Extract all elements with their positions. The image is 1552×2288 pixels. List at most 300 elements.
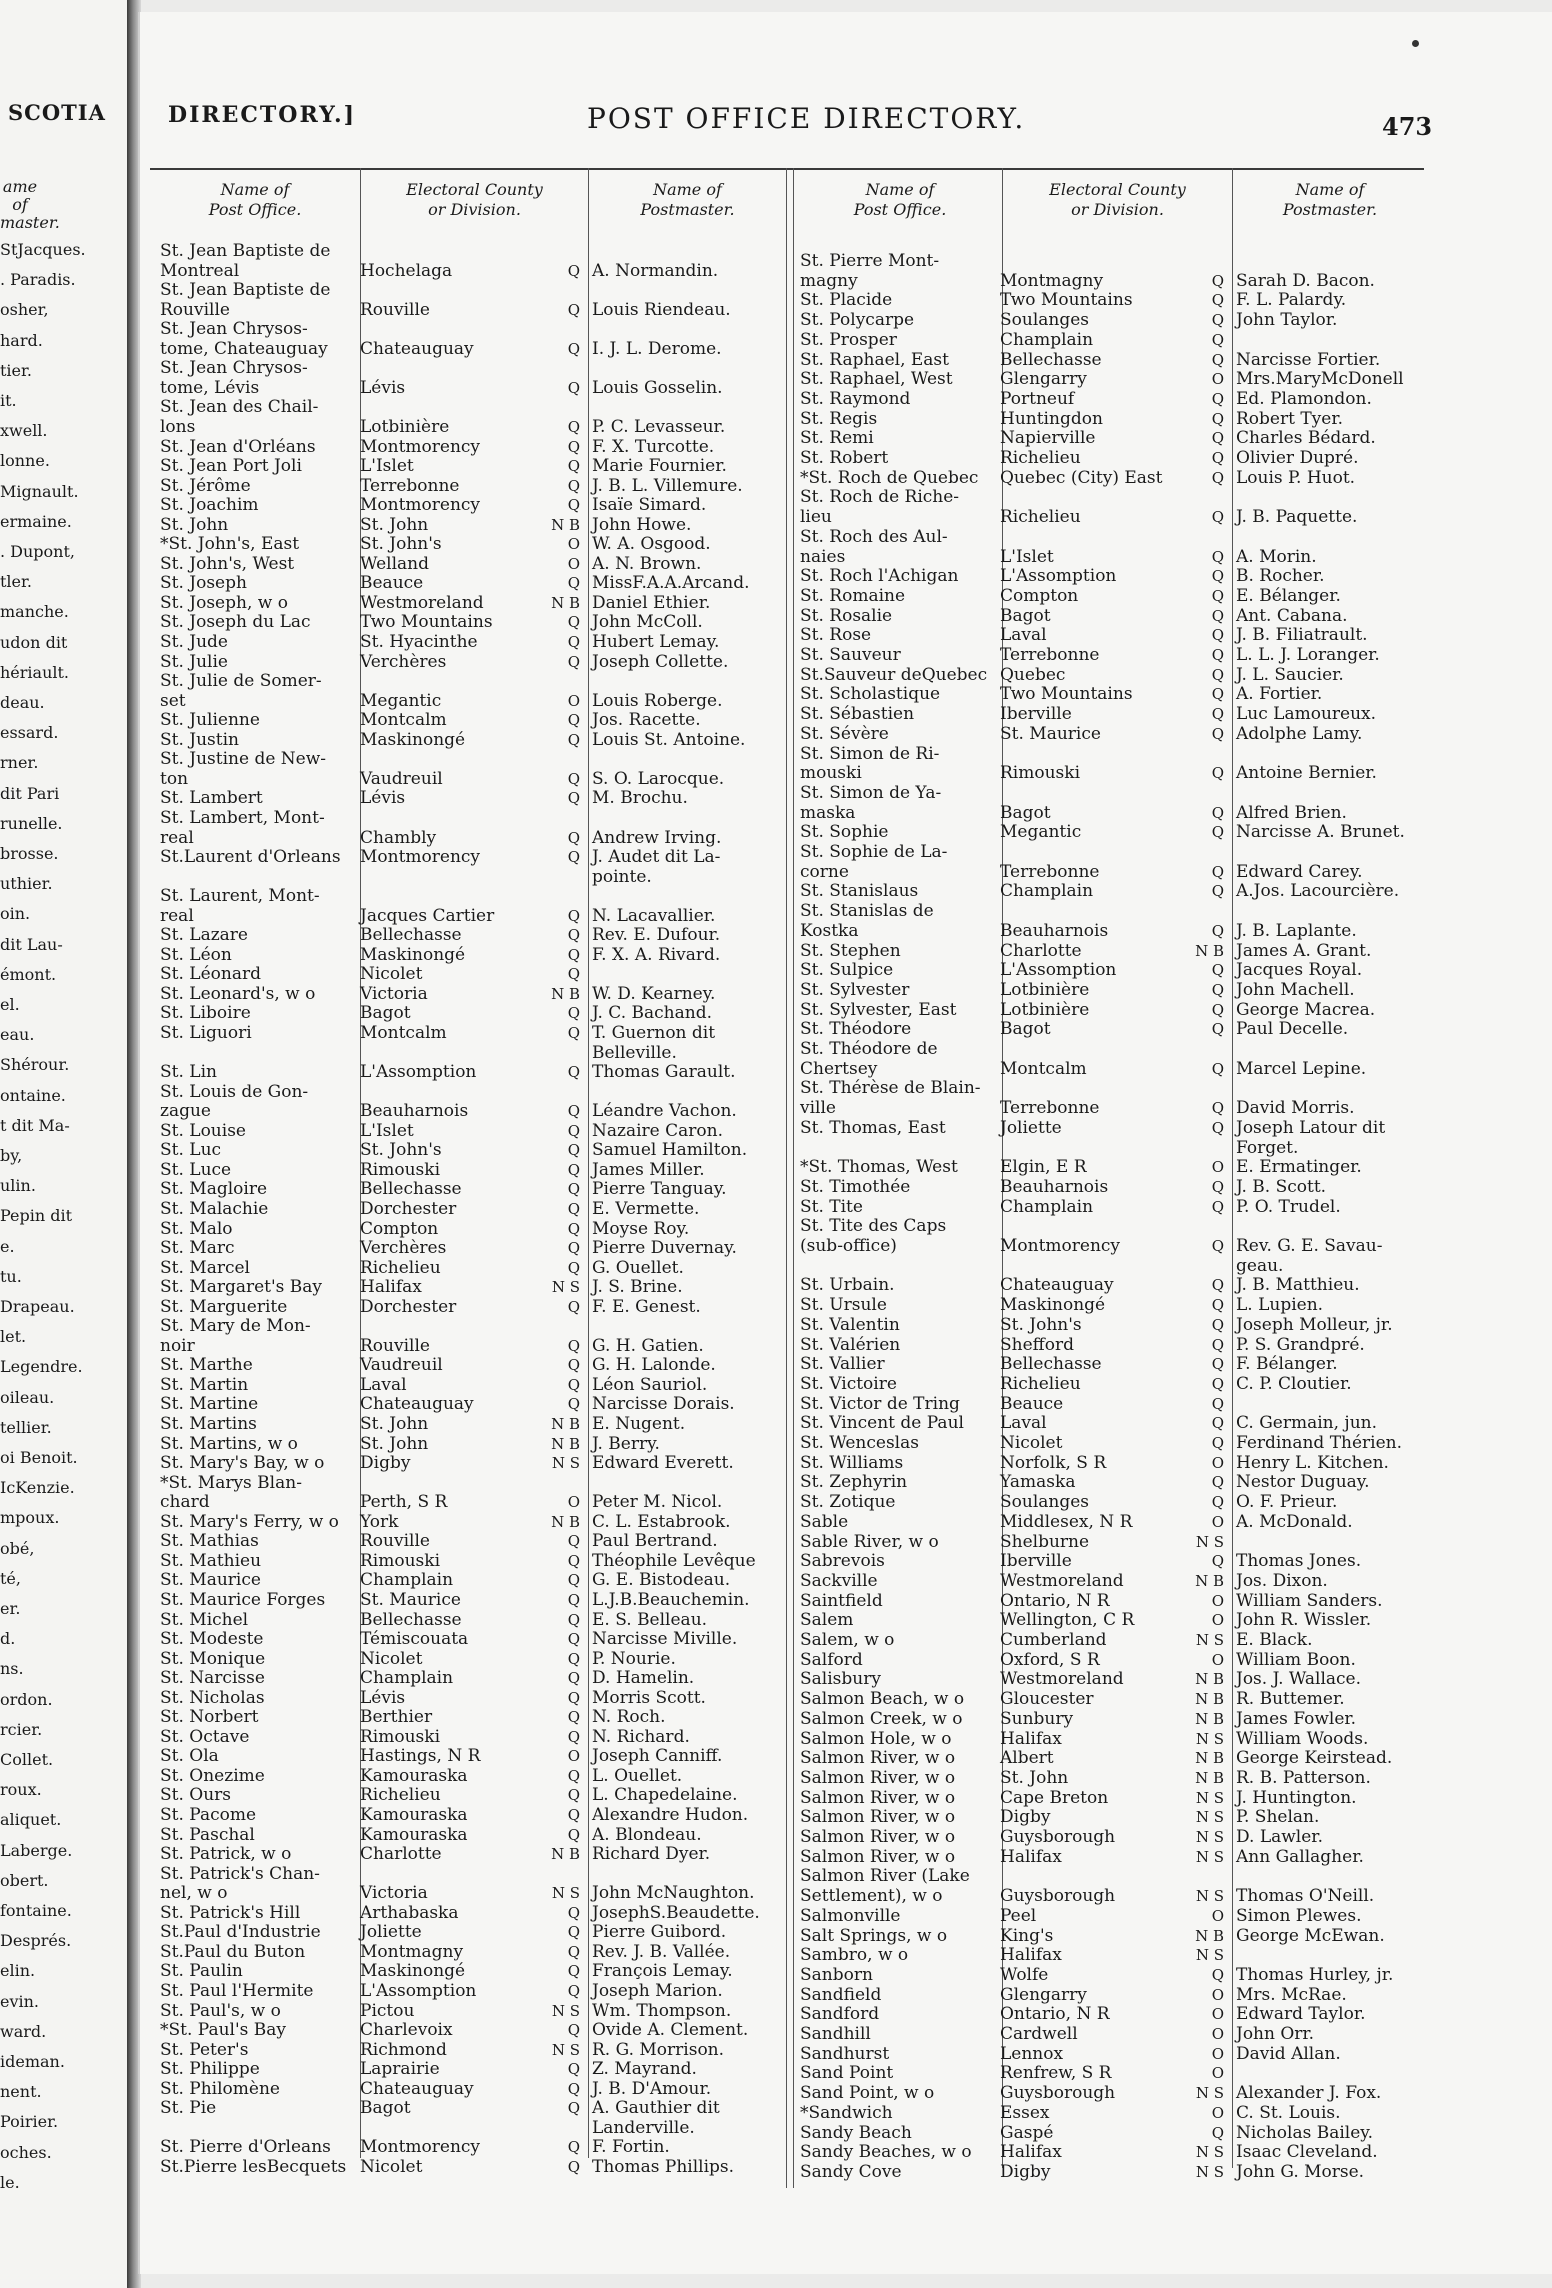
province-code: Q — [567, 261, 580, 280]
province-code: Q — [567, 1532, 580, 1551]
post-office: Settlement), w o — [800, 1886, 943, 1907]
electoral-county: Verchères — [360, 651, 447, 672]
province-code: Q — [567, 906, 580, 925]
facing-page-line: xwell. — [0, 421, 48, 441]
province-code: Q — [567, 417, 580, 436]
facing-page-line: mpoux. — [0, 1508, 60, 1528]
post-office: St. Lazare — [160, 925, 248, 946]
province-code: O — [1211, 2025, 1224, 2043]
post-office: zague — [160, 1101, 211, 1122]
electoral-county: Lotbinière — [360, 416, 450, 437]
postmaster: J. Berry. — [592, 1433, 660, 1454]
province-code: O — [1211, 1591, 1224, 1610]
province-code: Q — [567, 828, 580, 847]
postmaster: F. L. Palardy. — [1236, 290, 1347, 311]
province-code: Q — [1211, 980, 1224, 999]
postmaster: Jos. J. Wallace. — [1236, 1669, 1362, 1690]
postmaster: John Howe. — [592, 514, 692, 535]
facing-page-line: lonne. — [0, 451, 50, 471]
col-head-text: Name of Postmaster. — [640, 180, 735, 219]
post-office: mouski — [800, 763, 862, 784]
province-code: N S — [1195, 1887, 1224, 1906]
province-code: Q — [1211, 862, 1224, 881]
post-office: St. Pacome — [160, 1805, 257, 1825]
electoral-county: Rouville — [360, 1531, 430, 1552]
province-code: N B — [1195, 1670, 1224, 1689]
electoral-county: Maskinongé — [360, 944, 466, 965]
electoral-county: Rouville — [360, 1335, 430, 1356]
post-office: St. Pie — [160, 2098, 217, 2119]
facing-page-line: ideman. — [0, 2052, 65, 2071]
electoral-county: Montmagny — [360, 1941, 464, 1962]
postmaster: A.Jos. Lacourcière. — [1236, 881, 1400, 902]
post-office: St. Jean d'Orléans — [160, 436, 316, 457]
province-code: Q — [1211, 1434, 1224, 1452]
postmaster: Thomas Jones. — [1236, 1551, 1362, 1572]
electoral-county: Montcalm — [1000, 1058, 1087, 1079]
facing-page-line: manche. — [0, 602, 69, 622]
electoral-county: Bellechasse — [360, 1609, 462, 1630]
electoral-county: Terrebonne — [1000, 861, 1100, 882]
electoral-county: Guysborough — [1000, 2083, 1116, 2104]
province-code: Q — [1211, 882, 1224, 901]
postmaster: John McNaughton. — [592, 1883, 755, 1904]
province-code: Q — [1211, 1276, 1224, 1295]
facing-page-line: e. — [0, 1236, 15, 1256]
facing-page-line: ulin. — [0, 1176, 36, 1196]
postmaster: N. Lacavallier. — [592, 905, 716, 926]
postmaster: J. B. Scott. — [1236, 1176, 1327, 1197]
province-code: Q — [1211, 449, 1224, 467]
post-office: St. Joseph, w o — [160, 592, 288, 613]
province-code: Q — [567, 1004, 580, 1023]
postmaster: Joseph Collette. — [592, 651, 729, 672]
electoral-county: Portneuf — [1000, 388, 1075, 409]
postmaster: Andrew Irving. — [592, 827, 722, 848]
postmaster: Belleville. — [592, 1042, 677, 1063]
electoral-county: Montcalm — [360, 710, 447, 731]
post-office: St. Jérôme — [160, 475, 251, 496]
electoral-county: Hochelaga — [360, 260, 453, 281]
postmaster: Narcisse Miville. — [592, 1629, 738, 1650]
postmaster: B. Rocher. — [1236, 566, 1325, 587]
province-code: Q — [1211, 311, 1224, 330]
post-office: St. Romaine — [800, 585, 906, 606]
facing-page-line: let. — [0, 1327, 27, 1347]
facing-page-line: Mignault. — [0, 481, 79, 501]
post-office: Sable River, w o — [800, 1531, 939, 1552]
electoral-county: Verchères — [360, 1238, 447, 1259]
province-code: Q — [567, 339, 580, 358]
electoral-county: St. John — [360, 514, 429, 535]
postmaster: Antoine Bernier. — [1236, 763, 1377, 784]
post-office: St. Sébastien — [800, 704, 915, 725]
post-office: St. Paulin — [160, 1961, 243, 1982]
postmaster: Louis St. Antoine. — [592, 729, 746, 750]
post-office: real — [160, 905, 194, 926]
postmaster: Olivier Dupré. — [1236, 448, 1359, 468]
post-office: St. Roch de Riche- — [800, 487, 960, 508]
post-office: Saintfield — [800, 1590, 883, 1611]
postmaster: Robert Tyer. — [1236, 408, 1344, 429]
facing-page-line: deau. — [0, 693, 45, 712]
electoral-county: Lotbinière — [1000, 979, 1090, 1000]
province-code: N S — [1195, 1532, 1224, 1551]
post-office: Sand Point — [800, 2063, 894, 2084]
postmaster: Henry L. Kitchen. — [1236, 1452, 1389, 1473]
electoral-county: Halifax — [1000, 1945, 1062, 1966]
province-code: Q — [567, 1786, 580, 1805]
electoral-county: Renfrew, S R — [1000, 2063, 1112, 2084]
postmaster: J. Huntington. — [1236, 1787, 1357, 1808]
post-office: Salmonville — [800, 1905, 901, 1926]
postmaster: C. Germain, jun. — [1236, 1413, 1377, 1434]
province-code: Q — [567, 1102, 580, 1121]
post-office: St. Williams — [800, 1452, 904, 1473]
facing-page-line: nent. — [0, 2082, 42, 2102]
electoral-county: Yamaska — [1000, 1472, 1076, 1493]
postmaster: A. Morin. — [1236, 546, 1317, 567]
electoral-county: Terrebonne — [360, 475, 460, 496]
postmaster: Thomas O'Neill. — [1236, 1886, 1375, 1907]
province-code: Q — [1211, 1394, 1224, 1413]
electoral-county: King's — [1000, 1925, 1054, 1946]
electoral-county: Cardwell — [1000, 2024, 1078, 2044]
post-office: Montreal — [160, 260, 240, 281]
province-code: Q — [1211, 764, 1224, 783]
electoral-county: St. John — [360, 1414, 429, 1434]
post-office: St. Justine de New- — [160, 749, 327, 770]
province-code: N S — [551, 1884, 580, 1903]
electoral-county: Wolfe — [1000, 1964, 1049, 1985]
post-office: St. Michel — [160, 1609, 249, 1630]
postmaster: L.J.B.Beauchemin. — [592, 1589, 750, 1610]
province-code: Q — [567, 1160, 580, 1179]
postmaster: E. Black. — [1236, 1630, 1313, 1650]
postmaster: Mrs. McRae. — [1236, 1984, 1347, 2005]
post-office: St. Luc — [160, 1140, 222, 1161]
postmaster: P. O. Trudel. — [1236, 1196, 1341, 1217]
post-office: ton — [160, 768, 189, 789]
electoral-county: Maskinongé — [360, 1961, 466, 1982]
electoral-county: Westmoreland — [1000, 1570, 1124, 1591]
post-office: Sandford — [800, 2004, 880, 2025]
facing-page-line: obert. — [0, 1870, 49, 1890]
electoral-county: Témiscouata — [360, 1629, 469, 1650]
post-office: Salmon River, w o — [800, 1846, 956, 1867]
postmaster: P. C. Levasseur. — [592, 416, 726, 437]
electoral-county: Glengarry — [1000, 1984, 1087, 2005]
electoral-county: Chambly — [360, 827, 437, 848]
post-office: St. Wenceslas — [800, 1433, 919, 1453]
postmaster: Narcisse Fortier. — [1236, 349, 1381, 370]
post-office: St. Stanislaus — [800, 881, 919, 902]
electoral-county: Digby — [360, 1453, 411, 1474]
facing-page-line: el. — [0, 995, 20, 1014]
postmaster: Louis Gosselin. — [592, 377, 723, 398]
post-office: St. Marthe — [160, 1355, 253, 1376]
facing-page-line: oileau. — [0, 1387, 55, 1407]
postmaster: geau. — [1236, 1255, 1284, 1276]
province-code: N B — [551, 1415, 580, 1433]
postmaster: Edward Taylor. — [1236, 2004, 1366, 2025]
electoral-county: L'Assomption — [360, 1980, 477, 2001]
province-code: Q — [567, 1063, 580, 1082]
province-code: Q — [1211, 1315, 1224, 1334]
post-office: St. Paschal — [160, 1824, 255, 1845]
facing-page-heading: SCOTIA — [8, 100, 106, 125]
province-code: N B — [1195, 1690, 1224, 1709]
province-code: Q — [1211, 1552, 1224, 1571]
post-office: St. Pierre Mont- — [800, 251, 940, 271]
electoral-county: Two Mountains — [1000, 290, 1133, 311]
province-code: N S — [1195, 1729, 1224, 1748]
electoral-county: Montmorency — [360, 495, 481, 516]
post-office: St. Stephen — [800, 940, 901, 961]
postmaster: Forget. — [1236, 1137, 1299, 1158]
post-office: Salmon River, w o — [800, 1748, 956, 1769]
electoral-county: Richelieu — [360, 1257, 441, 1278]
province-code: Q — [567, 1024, 580, 1042]
province-code: Q — [1211, 409, 1224, 428]
electoral-county: Middlesex, N R — [1000, 1511, 1133, 1532]
post-office: Salem — [800, 1610, 854, 1631]
province-code: N S — [1195, 2084, 1224, 2103]
postmaster: Marcel Lepine. — [1236, 1058, 1367, 1079]
postmaster: W. A. Osgood. — [592, 534, 711, 555]
facing-page-line: elin. — [0, 1961, 36, 1981]
postmaster: Sarah D. Bacon. — [1236, 270, 1375, 291]
postmaster: M. Brochu. — [592, 788, 688, 809]
postmaster: Louis Roberge. — [592, 690, 723, 711]
postmaster: J. Audet dit La- — [592, 847, 721, 868]
post-office: St. Narcisse — [160, 1668, 265, 1689]
postmaster: W. D. Kearney. — [592, 983, 716, 1004]
electoral-county: Joliette — [1000, 1117, 1062, 1138]
electoral-county: Montmorency — [360, 436, 481, 457]
facing-page-line: rcier. — [0, 1719, 43, 1739]
post-office: St. Valentin — [800, 1314, 900, 1335]
post-office: St.Sauveur deQuebec — [800, 664, 988, 685]
post-office: Salmon River, w o — [800, 1807, 956, 1828]
post-office: St. Lin — [160, 1062, 217, 1083]
province-code: Q — [567, 457, 580, 476]
post-office: St. Rosalie — [800, 605, 893, 626]
running-head-left: DIRECTORY.] — [168, 102, 357, 128]
province-code: Q — [1211, 665, 1224, 684]
post-office: St. Sulpice — [800, 960, 894, 981]
facing-page-line: ward. — [0, 2021, 47, 2041]
province-code: Q — [567, 730, 580, 749]
post-office: St. Magloire — [160, 1179, 268, 1200]
post-office: tome, Lévis — [160, 377, 260, 398]
electoral-county: Sunbury — [1000, 1708, 1074, 1729]
province-code: Q — [567, 2060, 580, 2079]
post-office: Sabrevois — [800, 1551, 885, 1572]
province-code: O — [1211, 1512, 1224, 1531]
postmaster: G. H. Lalonde. — [592, 1355, 716, 1376]
electoral-county: Dorchester — [360, 1198, 457, 1219]
postmaster: Joseph Marion. — [592, 1980, 723, 2001]
province-code: Q — [1211, 350, 1224, 369]
postmaster: Landerville. — [592, 2117, 695, 2138]
facing-page-line: tellier. — [0, 1417, 52, 1437]
post-office: Salmon Creek, w o — [800, 1708, 963, 1729]
electoral-county: Hastings, N R — [360, 1746, 481, 1767]
province-code: Q — [567, 711, 580, 730]
province-code: Q — [1211, 291, 1224, 310]
electoral-county: L'Assomption — [360, 1062, 477, 1083]
province-code: N B — [1195, 1571, 1224, 1590]
postmaster: François Lemay. — [592, 1961, 733, 1982]
province-code: Q — [1211, 1355, 1224, 1374]
electoral-county: Kamouraska — [360, 1824, 468, 1845]
post-office: St. Valérien — [800, 1334, 901, 1355]
post-office: St. Nicholas — [160, 1687, 265, 1708]
province-code: N S — [1195, 2143, 1224, 2162]
postmaster: Ant. Cabana. — [1236, 605, 1348, 626]
postmaster: G. H. Gatien. — [592, 1335, 704, 1356]
postmaster: L. Chapedelaine. — [592, 1785, 738, 1806]
post-office: Sandhill — [800, 2024, 871, 2044]
province-code: Q — [567, 1219, 580, 1238]
post-office: Salem, w o — [800, 1630, 895, 1650]
electoral-county: Bellechasse — [1000, 1354, 1102, 1375]
postmaster: P. S. Grandpré. — [1236, 1334, 1365, 1355]
electoral-county: Champlain — [360, 1570, 454, 1591]
province-code: Q — [567, 633, 580, 651]
electoral-county: Chateauguay — [360, 2078, 474, 2099]
province-code: Q — [567, 2138, 580, 2157]
province-code: Q — [567, 1199, 580, 1218]
postmaster: J. B. L. Villemure. — [592, 475, 743, 496]
electoral-county: Guysborough — [1000, 1886, 1116, 1907]
electoral-county: Shelburne — [1000, 1531, 1090, 1552]
electoral-county: Lotbinière — [1000, 999, 1090, 1020]
facing-page-line: fontaine. — [0, 1901, 72, 1920]
postmaster: Paul Decelle. — [1236, 1019, 1349, 1040]
col-head-post-office-left — [155, 180, 355, 220]
province-code: Q — [1211, 547, 1224, 566]
post-office: *St. Paul's Bay — [160, 2020, 287, 2041]
facing-page-line: . Paradis. — [0, 270, 76, 290]
col-head-text: Electoral County or Division. — [406, 180, 543, 219]
province-code: Q — [567, 1180, 580, 1199]
postmaster: Narcisse A. Brunet. — [1236, 822, 1405, 843]
electoral-county: Bagot — [1000, 802, 1051, 823]
post-office: St. Vallier — [800, 1354, 885, 1375]
electoral-county: Bellechasse — [1000, 349, 1102, 370]
province-code: O — [1211, 2044, 1224, 2063]
facing-page-line: té, — [0, 1568, 21, 1588]
post-office: Kostka — [800, 920, 859, 941]
post-office: St. Martins — [160, 1414, 257, 1434]
electoral-county: Chateauguay — [360, 338, 474, 359]
postmaster: G. Ouellet. — [592, 1257, 684, 1278]
post-office: St. Onezime — [160, 1765, 265, 1786]
postmaster: Moyse Roy. — [592, 1218, 690, 1239]
post-office: St. Pierre d'Orleans — [160, 2137, 331, 2158]
postmaster: John G. Morse. — [1236, 2161, 1365, 2182]
postmaster: Louis Riendeau. — [592, 299, 731, 320]
post-office: St. John — [160, 514, 229, 535]
electoral-county: Megantic — [360, 690, 442, 711]
postmaster: pointe. — [592, 866, 652, 887]
province-code: Q — [1211, 1374, 1224, 1393]
electoral-county: Albert — [1000, 1748, 1054, 1769]
province-code: N B — [551, 515, 580, 534]
province-code: N S — [1195, 1828, 1224, 1846]
post-office: St. Maurice — [160, 1570, 261, 1591]
province-code: O — [1211, 1453, 1224, 1472]
postmaster: David Allan. — [1236, 2043, 1341, 2064]
postmaster: J. C. Bachand. — [592, 1003, 712, 1024]
electoral-county: Ontario, N R — [1000, 1590, 1110, 1611]
province-code: Q — [1211, 567, 1224, 586]
electoral-county: Glengarry — [1000, 369, 1087, 390]
post-office: St. Prosper — [800, 329, 897, 350]
electoral-county: St. John — [1000, 1767, 1069, 1788]
postmaster: Mrs.MaryMcDonell — [1236, 369, 1404, 390]
post-office: *St. Thomas, West — [800, 1157, 958, 1178]
postmaster: Léandre Vachon. — [592, 1101, 737, 1122]
post-office: St. Liguori — [160, 1023, 252, 1043]
province-code: O — [1211, 2103, 1224, 2122]
facing-page-col-label: ame of master. — [0, 177, 60, 232]
postmaster: Théophile Levêque — [592, 1550, 756, 1571]
province-code: Q — [567, 1923, 580, 1942]
postmaster: Pierre Guibord. — [592, 1922, 727, 1943]
post-office: St. Raphael, East — [800, 349, 949, 370]
postmaster: William Boon. — [1236, 1649, 1356, 1670]
province-code: O — [567, 691, 580, 710]
electoral-county: Bellechasse — [360, 925, 462, 946]
province-code: Q — [1211, 1177, 1224, 1196]
electoral-county: Montmagny — [1000, 270, 1104, 291]
post-office: set — [160, 690, 186, 711]
post-office: St. Raymond — [800, 388, 911, 409]
post-office: St. Julie — [160, 651, 228, 672]
facing-page-line: rner. — [0, 753, 39, 773]
facing-page-line: er. — [0, 1599, 21, 1618]
post-office: St.Paul d'Industrie — [160, 1922, 321, 1943]
postmaster: JosephS.Beaudette. — [592, 1902, 760, 1923]
province-code: O — [567, 554, 580, 573]
post-office: St. Timothée — [800, 1176, 911, 1197]
province-code: N B — [1195, 1768, 1224, 1787]
electoral-county: Lévis — [360, 377, 406, 398]
page-title: POST OFFICE DIRECTORY. — [587, 102, 1026, 135]
postmaster: D. Lawler. — [1236, 1827, 1323, 1847]
province-code: Q — [1211, 1099, 1224, 1118]
electoral-county: Rouville — [360, 299, 430, 320]
post-office: tome, Chateauguay — [160, 338, 328, 359]
col-head-post-office-right — [795, 180, 1005, 220]
electoral-county: Napierville — [1000, 428, 1096, 449]
province-code: Q — [567, 1356, 580, 1375]
province-code: N B — [1195, 1709, 1224, 1728]
post-office: corne — [800, 861, 849, 882]
electoral-county: Terrebonne — [1000, 1098, 1100, 1119]
postmaster: Ovide A. Clement. — [592, 2020, 749, 2041]
electoral-county: Chateauguay — [360, 1394, 474, 1415]
postmaster: Alfred Brien. — [1236, 802, 1347, 823]
post-office: St. Julienne — [160, 710, 260, 731]
electoral-county: Perth, S R — [360, 1492, 448, 1513]
electoral-county: Lennox — [1000, 2043, 1064, 2064]
postmaster: C. L. Estabrook. — [592, 1511, 731, 1532]
province-code: Q — [1211, 271, 1224, 290]
